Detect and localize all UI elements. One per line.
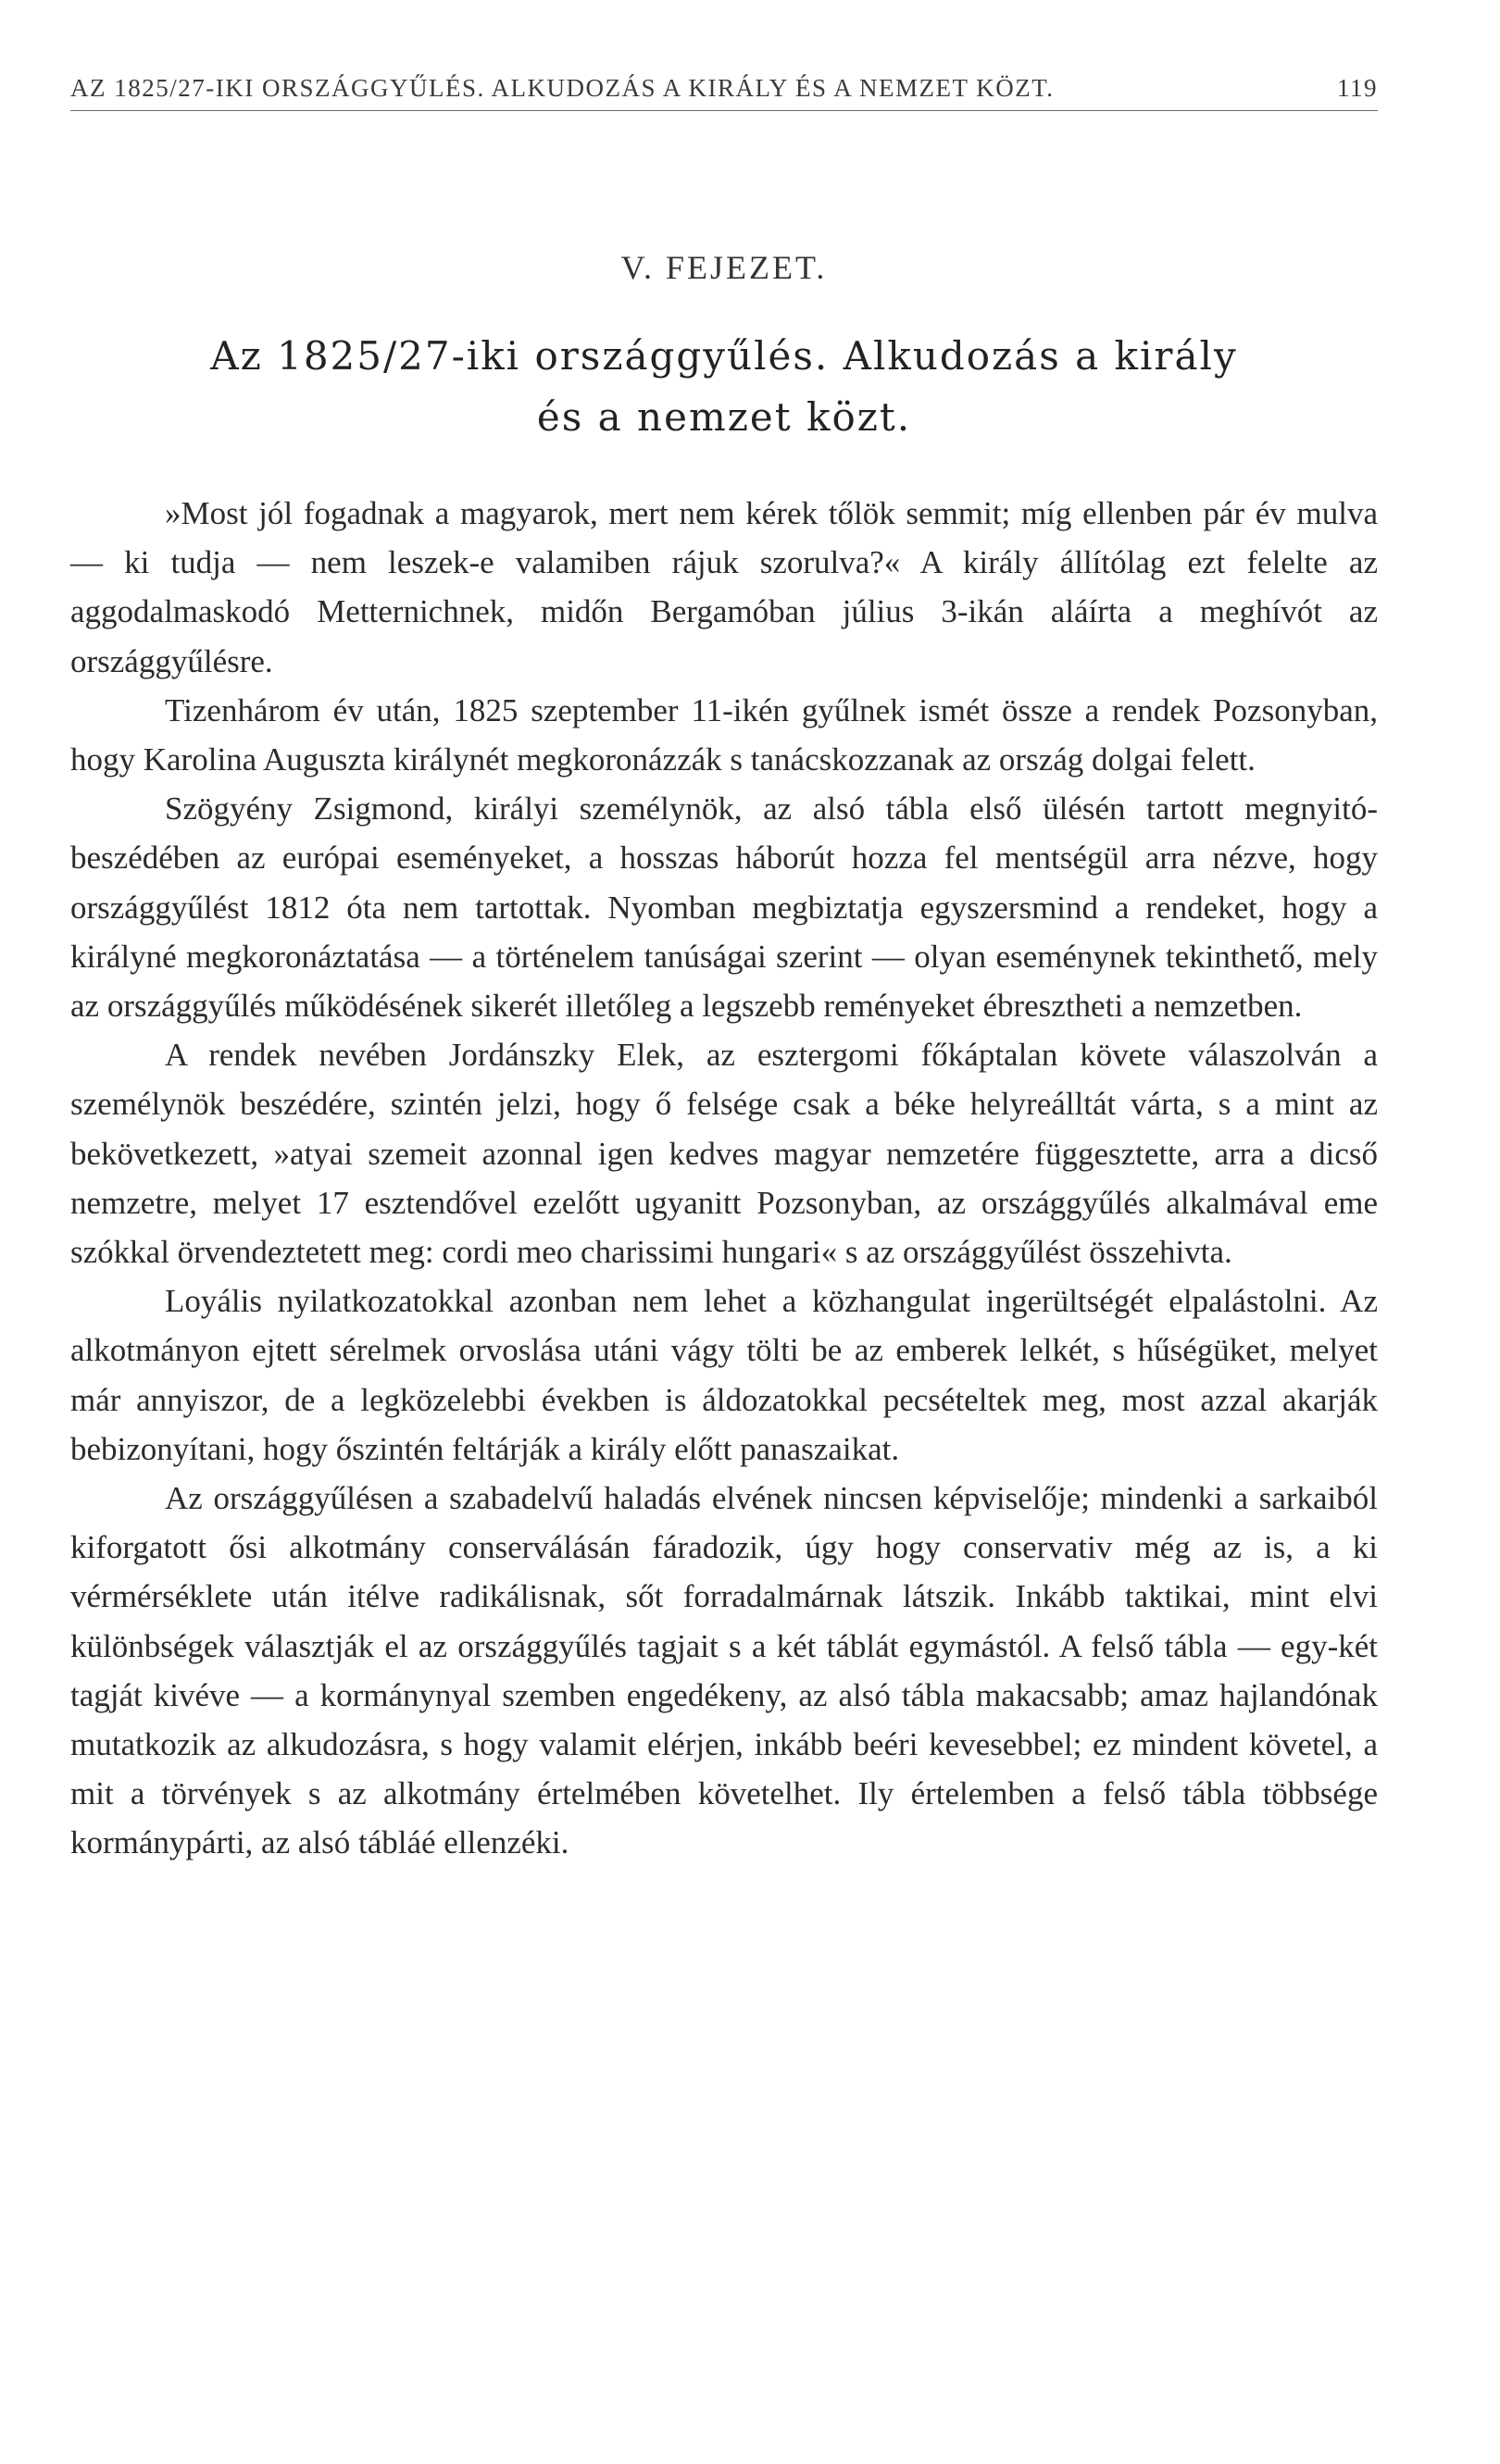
book-page (70, 74, 1378, 1868)
chapter-title-line-2: és a nemzet közt. (536, 394, 912, 440)
page-number: 119 (1337, 74, 1378, 102)
paragraph-1: »Most jól fogadnak a magyarok, mert nem kérek tőlök semmit; míg ellenben pár év mulva — ki tudja — nem leszek-e valamiben rájuk szorulva?« A király állítólag ezt felelte az aggodalmaskodó Metternichnek, midőn Bergamóban július 3-ikán aláírta a meghívót az országgyűlésre. (70, 495, 1378, 679)
running-head (70, 74, 1378, 111)
paragraph-2: Tizenhárom év után, 1825 szeptember 11-ikén gyűlnek ismét össze a rendek Pozsonyban, hogy Karolina Auguszta királynét megkoronázzák s tanácskozzanak az ország dolgai felett. (70, 691, 1378, 778)
body-text (70, 489, 1378, 1868)
running-head-title: AZ 1825/27-IKI ORSZÁGGYŰLÉS. ALKUDOZÁS A KIRÁLY ÉS A NEMZET KÖZT. (70, 74, 1055, 102)
paragraph-6: Az országgyűlésen a szabadelvű haladás elvének nincsen képviselője; mindenki a sarkaiból kiforgatott ősi alkotmány conserválásán fáradozik, úgy hogy conservativ még az is, a ki vérmérséklete után itélve radikálisnak, sőt forradalmárnak látszik. Inkább taktikai, mint elvi különbségek választják el az országgyűlés tagjait s a két táblát egymástól. A felső tábla — egy-két tagját kivéve — a kormánynyal szemben engedékeny, az alsó tábla makacsabb; amaz hajlandónak mutatkozik az alkudozásra, s hogy valamit elérjen, inkább beéri kevesebbel; ez mindent követel, a mit a törvények s az alkotmány értelmében követelhet. Ily értelemben a felső tábla többsége kormánypárti, az alsó tábláé ellenzéki. (70, 1480, 1378, 1861)
chapter-title (70, 326, 1378, 448)
paragraph-5: Loyális nyilatkozatokkal azonban nem lehet a közhangulat ingerültségét elpalástolni. Az alkotmányon ejtett sérelmek orvoslása utáni vágy tölti be az emberek lelkét, s hűségüket, melyet már annyiszor, de a legközelebbi években is áldozatokkal pecsételtek meg, most azzal akarják bebizonyítani, hogy őszintén feltárják a király előtt panaszaikat. (70, 1283, 1378, 1467)
chapter-label: V. FEJEZET. (620, 249, 828, 286)
paragraph-3: Szögyény Zsigmond, királyi személynök, az alsó tábla első ülésén tartott megnyitó-beszédében az európai eseményeket, a hosszas háborút hozza fel mentségül arra nézve, hogy országgyűlést 1812 óta nem tartottak. Nyomban megbiztatja egyszersmind a rendeket, hogy a királyné megkoronáztatása — a történelem tanúságai szerint — olyan eseménynek tekinthető, mely az országgyűlés működésének sikerét illetőleg a legszebb reményeket ébresztheti a nemzetben. (70, 790, 1378, 1025)
chapter-title-line-1: Az 1825/27-iki országgyűlés. Alkudozás a király (210, 333, 1238, 379)
paragraph-4: A rendek nevében Jordánszky Elek, az esztergomi főkáptalan követe válaszolván a személynök beszédére, szintén jelzi, hogy ő felsége csak a béke helyreálltát várta, s a mint az bekövetkezett, »atyai szemeit azonnal igen kedves magyar nemzetére függesztette, arra a dicső nemzetre, melyet 17 esztendővel ezelőtt ugyanitt Pozsonyban, az országgyűlés alkalmával eme szókkal örvendeztetett meg: cordi meo charissimi hungari« s az országgyűlést összehivta. (70, 1037, 1378, 1271)
